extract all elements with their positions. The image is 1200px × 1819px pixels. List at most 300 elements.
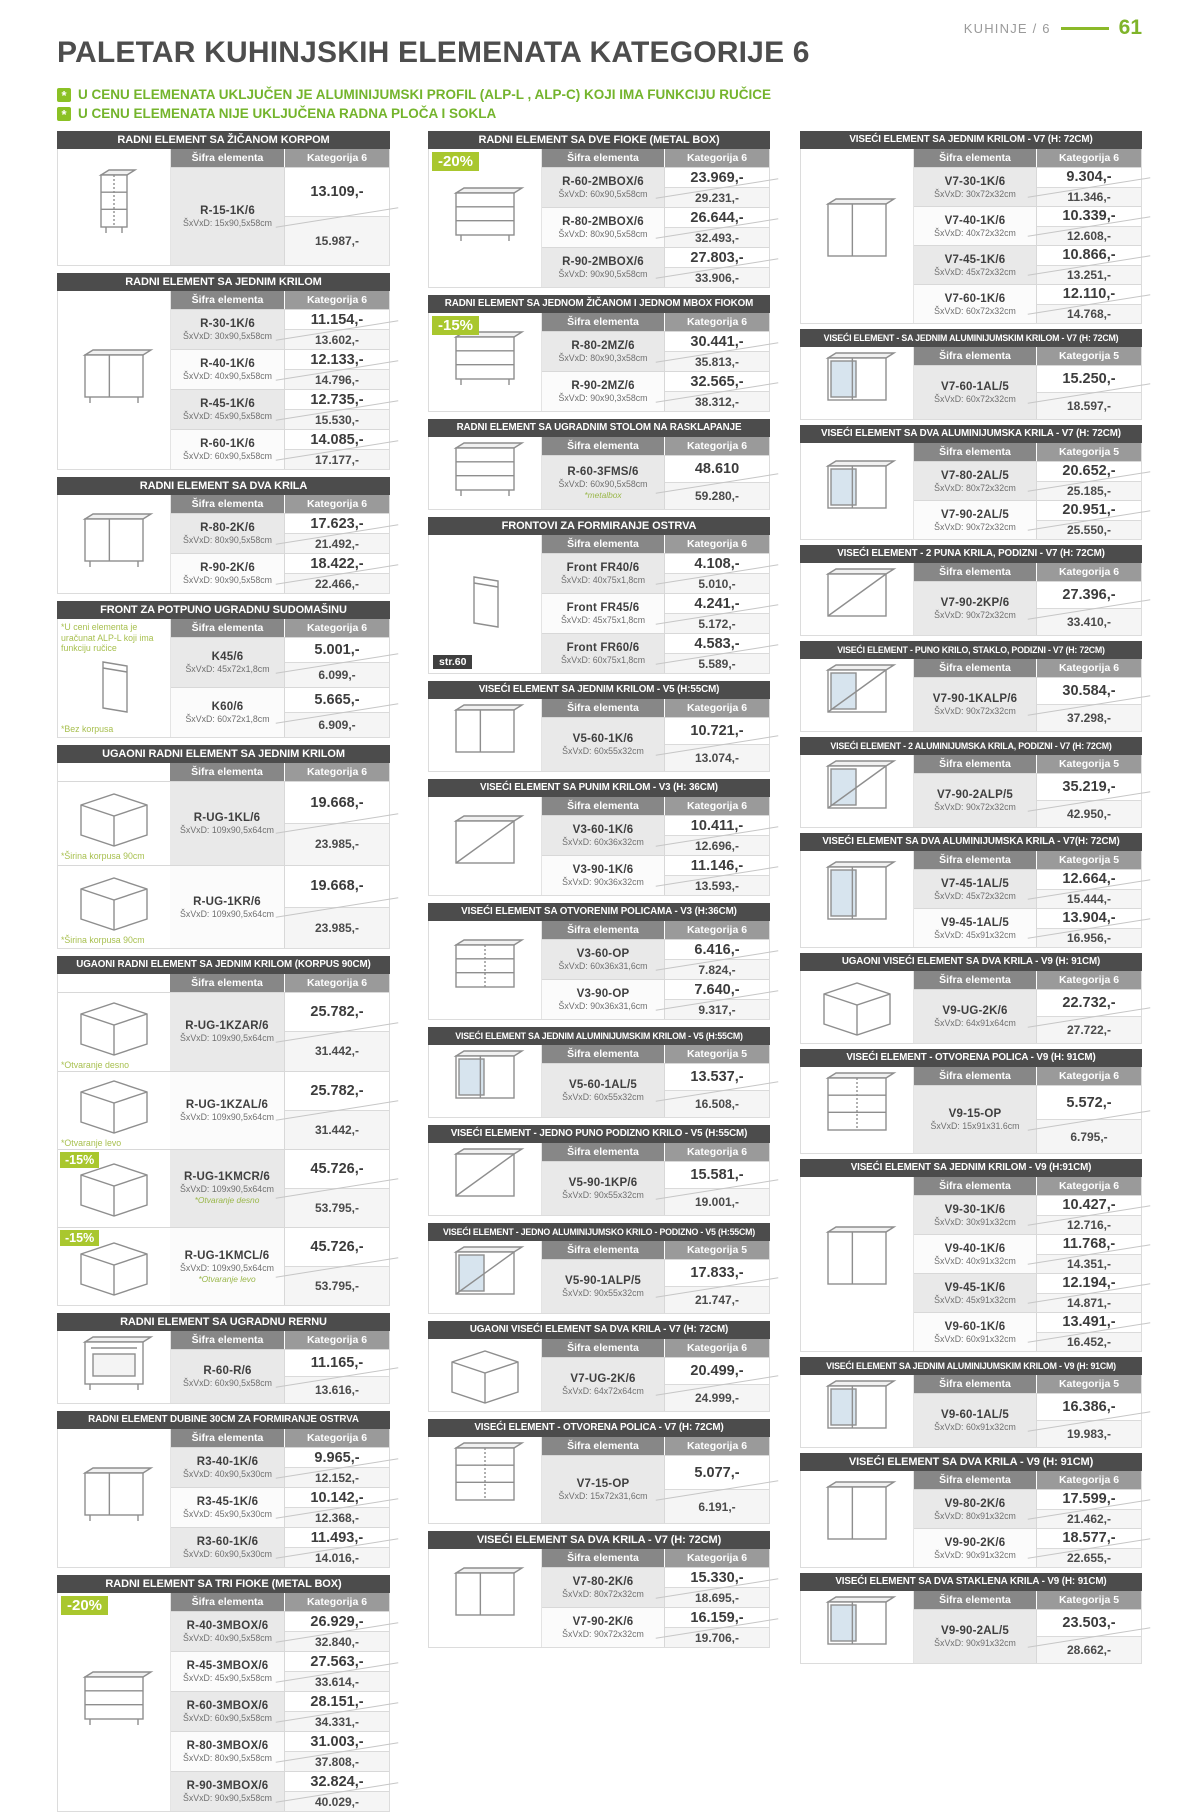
product-code-cell: [542, 594, 664, 633]
column-headers: [914, 851, 1141, 869]
product-drawing: [442, 1146, 528, 1212]
product-row: [914, 1393, 1141, 1447]
product-code-cell: [170, 1228, 284, 1305]
code-column-header: Šifra elementa: [542, 535, 664, 553]
price-cell: [664, 1456, 769, 1523]
product-code: V3-60-OP: [576, 948, 630, 960]
table-body: [57, 763, 390, 949]
current-price: 4.108,-: [665, 554, 769, 573]
column-headers: [542, 1549, 769, 1567]
page-title: PALETAR KUHINJSKIH ELEMENATA KATEGORIJE 6: [57, 36, 810, 69]
product-drawing: [71, 994, 157, 1060]
current-price: 13.109,-: [285, 168, 389, 216]
old-price: 21.747,-: [665, 1286, 769, 1313]
rows-area: [541, 1241, 769, 1313]
product-drawing: [814, 566, 900, 632]
price-cell: [284, 638, 389, 687]
old-price: 13.616,-: [285, 1376, 389, 1403]
product-dimensions: ŠxVxD: 60x72x32cm: [934, 305, 1016, 316]
old-price: 35.813,-: [665, 351, 769, 371]
corner-base-cabinet-carousel-illustration: [58, 1228, 170, 1305]
discount-badge: -20%: [61, 1596, 108, 1615]
category-column-header: Kategorija 6: [284, 1429, 389, 1447]
column-headers: [542, 149, 769, 167]
product-drawing: [442, 1048, 528, 1114]
old-price: 12.716,-: [1037, 1215, 1141, 1235]
price-cell: [284, 1732, 389, 1771]
rows-area: [913, 1375, 1141, 1447]
current-price: 9.965,-: [285, 1448, 389, 1467]
product-dimensions: ŠxVxD: 60x36x32cm: [562, 837, 644, 847]
column-headers: [542, 1241, 769, 1259]
product-code: V7-80-2K/6: [572, 1576, 634, 1588]
price-cell: [664, 372, 769, 411]
product-drawing: [442, 1440, 528, 1520]
price-cell: [284, 1448, 389, 1487]
column-headers: [171, 619, 389, 637]
note-text: U CENU ELEMENATA NIJE UKLJUČENA RADNA PLOČA I SOKLA: [78, 106, 497, 121]
column-headers: [171, 1593, 389, 1611]
column-headers: [914, 1067, 1141, 1085]
product-code: R-90-2K/6: [200, 562, 255, 574]
product-dimensions: ŠxVxD: 90x90,3x58cm: [558, 393, 648, 403]
product-row: [542, 455, 769, 509]
product-row: [542, 207, 769, 247]
corner-base-cabinet-carousel-illustration: [58, 993, 170, 1070]
product-row: [542, 331, 769, 371]
table-title: RADNI ELEMENT DUBINE 30CM ZA FORMIRANJE OSTRVA: [57, 1411, 390, 1429]
current-price: 17.833,-: [665, 1260, 769, 1286]
code-column-header: Šifra elementa: [542, 699, 664, 717]
wall-open-shelf-tall-illustration: [429, 1437, 541, 1523]
product-dimensions: ŠxVxD: 15x72x31,6cm: [558, 1491, 648, 1501]
product-code-cell: [914, 366, 1036, 419]
product-code-cell: [914, 285, 1036, 323]
product-code: R-30-1K/6: [200, 318, 255, 330]
column-headers: [171, 495, 389, 513]
old-price: 18.695,-: [665, 1587, 769, 1607]
code-column-header: Šifra elementa: [914, 1471, 1036, 1489]
product-row: [171, 389, 389, 429]
three-drawer-base-cabinet-illustration: [58, 1593, 170, 1811]
column-headers: [914, 563, 1141, 581]
table-title: VISEĆI ELEMENT SA OTVORENIM POLICAMA - V3 (H:36CM): [428, 903, 770, 921]
product-code-cell: [914, 909, 1036, 947]
code-column-header: Šifra elementa: [542, 437, 664, 455]
product-code: R-UG-1KZAR/6: [185, 1020, 269, 1033]
rows-area: [541, 149, 769, 287]
product-code-cell: [914, 1274, 1036, 1312]
old-price: 22.466,-: [285, 573, 389, 593]
price-cell: [284, 1488, 389, 1527]
product-code: V7-90-2K/6: [572, 1616, 634, 1628]
product-code-cell: [914, 1610, 1036, 1663]
current-price: 20.652,-: [1037, 462, 1141, 481]
product-table: [57, 1575, 390, 1812]
current-price: 11.146,-: [665, 856, 769, 875]
product-code-cell: [171, 1528, 284, 1567]
column-headers: [542, 1143, 769, 1161]
image-note: *Otvaranje levo: [61, 1137, 122, 1148]
current-price: 10.142,-: [285, 1488, 389, 1507]
current-price: 4.583,-: [665, 634, 769, 653]
product-drawing: [71, 785, 157, 851]
product-dimensions: ŠxVxD: 60x91x32cm: [934, 1333, 1016, 1344]
image-note: *Otvaranje desno: [61, 1059, 129, 1070]
product-code-cell: [914, 774, 1036, 827]
table-body: [57, 291, 390, 470]
price-cell: [284, 310, 389, 349]
column-headers: [58, 763, 389, 781]
category-column-header: Kategorija 6: [284, 1331, 389, 1349]
column-headers: [914, 755, 1141, 773]
product-code: R-60-R/6: [203, 1365, 252, 1378]
product-table: [800, 329, 1142, 420]
rows-area: [170, 291, 389, 469]
current-price: 10.866,-: [1037, 246, 1141, 265]
category-column-header: Kategorija 6: [284, 619, 389, 637]
product-dimensions: ŠxVxD: 109x90,5x64cm: [180, 824, 274, 835]
product-code: R-45-3MBOX/6: [186, 1660, 269, 1673]
current-price: 10.411,-: [665, 816, 769, 835]
old-price: 11.346,-: [1037, 187, 1141, 207]
island-base-cabinet-illustration: [58, 1429, 170, 1567]
table-title: FRONTOVI ZA FORMIRANJE OSTRVA: [428, 517, 770, 535]
price-cell: [1036, 1394, 1141, 1447]
product-table: [428, 1027, 770, 1118]
old-price: 21.492,-: [285, 533, 389, 553]
table-title: VISEĆI ELEMENT SA PUNIM KRILOM - V3 (H: 36CM): [428, 779, 770, 797]
price-cell: [284, 1150, 389, 1227]
old-price: 12.368,-: [285, 1507, 389, 1527]
table-title: RADNI ELEMENT SA JEDNIM KRILOM: [57, 273, 390, 291]
product-code: R-15-1K/6: [200, 205, 255, 217]
note-text: U CENU ELEMENATA UKLJUČEN JE ALUMINIJUMSKI PROFIL (ALP-L , ALP-C) KOJI IMA FUNKCIJU RUČICE: [78, 87, 772, 102]
old-price: 14.016,-: [285, 1547, 389, 1567]
product-row: [542, 717, 769, 771]
corner-base-cabinet-carousel-illustration: [58, 1072, 170, 1149]
price-cell: [664, 456, 769, 509]
product-table: [57, 745, 390, 949]
product-dimensions: ŠxVxD: 45x90,5x58cm: [183, 411, 272, 421]
product-code: R-60-3FMS/6: [567, 465, 639, 478]
current-price: 11.154,-: [285, 310, 389, 329]
price-cell: [1036, 678, 1141, 731]
category-column-header: Kategorija 5: [664, 1045, 769, 1063]
product-code: V7-UG-2K/6: [570, 1373, 636, 1385]
table-body: [57, 1331, 390, 1404]
old-price: 5.010,-: [665, 573, 769, 593]
table-title: UGAONI RADNI ELEMENT SA JEDNIM KRILOM (KORPUS 90CM): [57, 956, 390, 974]
table-title: RADNI ELEMENT SA ŽIČANOM KORPOM: [57, 131, 390, 149]
product-dimensions: ŠxVxD: 45x90,5x30cm: [183, 1509, 272, 1520]
product-code: V7-60-1K/6: [944, 292, 1006, 305]
product-code: V3-60-1K/6: [572, 824, 634, 836]
price-cell: [1036, 870, 1141, 908]
price-cell: [1036, 1235, 1141, 1273]
product-drawing: [442, 1342, 528, 1408]
table-title: VISEĆI ELEMENT - JEDNO PUNO PODIZNO KRILO - V5 (H:55CM): [428, 1125, 770, 1143]
product-row: [914, 284, 1141, 323]
product-code-cell: [914, 1529, 1036, 1567]
product-row: [171, 1447, 389, 1487]
product-row: [914, 581, 1141, 635]
dishwasher-front-panel-illustration: [58, 619, 170, 737]
product-code: R-UG-1KMCR/6: [183, 1171, 271, 1184]
price-cell: [664, 248, 769, 287]
product-code: R-80-3MBOX/6: [186, 1740, 269, 1753]
product-drawing: [71, 347, 157, 413]
price-cell: [664, 168, 769, 207]
page-number: 61: [1118, 16, 1142, 39]
table-body: [57, 495, 390, 594]
table-title: VISEĆI ELEMENT SA DVA ALUMINIJUMSKA KRILA - V7(H: 72CM): [800, 833, 1142, 851]
rows-area: [913, 851, 1141, 947]
table-title: UGAONI VISEĆI ELEMENT SA DVA KRILA - V9 (H: 91CM): [800, 953, 1142, 971]
table-title: VISEĆI ELEMENT - PUNO KRILO, STAKLO, PODIZNI - V7 (H: 72CM): [800, 641, 1142, 659]
table-title: VISEĆI ELEMENT - 2 PUNA KRILA, PODIZNI - V7 (H: 72CM): [800, 545, 1142, 563]
table-body: [800, 1177, 1142, 1352]
price-cell: [284, 168, 389, 265]
current-price: 7.640,-: [665, 980, 769, 999]
product-drawing: [71, 1669, 157, 1735]
old-price: 42.950,-: [1037, 800, 1141, 827]
current-price: 16.386,-: [1037, 1394, 1141, 1420]
product-code: R-60-1K/6: [200, 438, 255, 450]
table-title: VISEĆI ELEMENT SA JEDNIM ALUMINIJUMSKIM KRILOM - V9 (H: 91CM): [800, 1357, 1142, 1375]
product-code: V5-60-1AL/5: [568, 1079, 638, 1091]
rows-area: [541, 921, 769, 1019]
rows-area: [913, 563, 1141, 635]
product-row: [542, 553, 769, 593]
wall-cabinet-one-door-illustration: [429, 699, 541, 771]
product-dimensions: ŠxVxD: 90x55x32cm: [562, 1288, 644, 1298]
product-code: R3-45-1K/6: [196, 1496, 259, 1509]
product-table: [57, 956, 390, 1306]
old-price: 23.985,-: [285, 907, 389, 949]
product-drawing: [814, 458, 900, 524]
product-code-cell: [542, 332, 664, 371]
product-code-cell: [171, 1732, 284, 1771]
product-dimensions: ŠxVxD: 60x55x32cm: [562, 746, 644, 756]
product-row: [914, 773, 1141, 827]
wall-cabinet-lift-door-illustration: [429, 1143, 541, 1215]
code-column-header: Šifra elementa: [171, 495, 284, 513]
category-column-header: Kategorija 5: [664, 1241, 769, 1259]
price-cell: [664, 816, 769, 855]
wall-cabinet-flip-door-illustration: [429, 797, 541, 895]
table-title: RADNI ELEMENT SA TRI FIOKE (METAL BOX): [57, 1575, 390, 1593]
product-row: [914, 869, 1141, 908]
current-price: 11.165,-: [285, 1350, 389, 1376]
product-dimensions: ŠxVxD: 90x72x32cm: [934, 706, 1016, 716]
product-row: [58, 865, 389, 949]
product-code-cell: [914, 501, 1036, 539]
product-code: V9-40-1K/6: [944, 1242, 1006, 1255]
product-dimensions: ŠxVxD: 64x72x64cm: [562, 1386, 644, 1396]
product-drawing: [814, 1594, 900, 1660]
product-code: R-90-3MBOX/6: [186, 1780, 269, 1793]
old-price: 14.351,-: [1037, 1254, 1141, 1274]
product-dimensions: ŠxVxD: 90x90,5x58cm: [183, 1793, 272, 1804]
old-price: 40.029,-: [285, 1791, 389, 1811]
rows-area: [541, 1339, 769, 1411]
old-price: 14.796,-: [285, 369, 389, 389]
price-cell: [664, 1260, 769, 1313]
current-price: 25.782,-: [285, 1072, 389, 1110]
product-dimensions: ŠxVxD: 15x90,5x58cm: [183, 218, 272, 228]
code-column-header: Šifra elementa: [914, 1375, 1036, 1393]
price-cell: [284, 514, 389, 553]
corner-wall-cabinet-illustration: [429, 1339, 541, 1411]
current-price: 4.241,-: [665, 594, 769, 613]
image-note: *Širina korpusa 90cm: [61, 851, 145, 862]
header-rule: [1061, 27, 1109, 30]
current-price: 27.396,-: [1037, 582, 1141, 608]
code-column-header: Šifra elementa: [542, 797, 664, 815]
product-dimensions: ŠxVxD: 90x90,5x58cm: [183, 575, 272, 585]
category-column-header: Kategorija 6: [664, 921, 769, 939]
product-code-cell: [170, 1072, 284, 1149]
product-row: [58, 992, 389, 1070]
product-code: R-90-2MBOX/6: [562, 256, 644, 268]
product-dimensions: ŠxVxD: 80x90,5x58cm: [183, 535, 272, 545]
product-drawing: [71, 869, 157, 935]
table-body: [428, 1045, 770, 1118]
category-column-header: Kategorija 6: [664, 535, 769, 553]
category-column-header: Kategorija 5: [1036, 443, 1141, 461]
price-cell: [664, 1162, 769, 1215]
old-price: 15.987,-: [285, 216, 389, 265]
product-row: [171, 1527, 389, 1567]
header-spacer: [58, 974, 170, 992]
product-code-cell: [542, 168, 664, 207]
price-cell: [284, 390, 389, 429]
current-price: 5.665,-: [285, 688, 389, 712]
current-price: 27.563,-: [285, 1652, 389, 1671]
product-code: V7-30-1K/6: [944, 175, 1006, 188]
product-row: [542, 1357, 769, 1411]
table-body: [428, 1241, 770, 1314]
product-drawing: [442, 702, 528, 768]
product-code: V7-40-1K/6: [944, 214, 1006, 227]
current-price: 25.782,-: [285, 993, 389, 1031]
product-row: [914, 989, 1141, 1043]
product-code: V3-90-OP: [576, 988, 630, 1000]
product-table: [800, 545, 1142, 636]
product-row: [542, 815, 769, 855]
table-body: [428, 797, 770, 896]
product-dimensions: ŠxVxD: 90x36x32cm: [562, 877, 644, 887]
product-code-cell: [542, 372, 664, 411]
product-table: [428, 419, 770, 510]
old-price: 6.909,-: [285, 712, 389, 737]
product-code-cell: [171, 430, 284, 469]
fold-out-table-base-cabinet-illustration: [429, 437, 541, 509]
current-price: 13.491,-: [1037, 1313, 1141, 1332]
product-code: V9-45-1K/6: [944, 1281, 1006, 1294]
code-column-header: Šifra elementa: [914, 443, 1036, 461]
product-row: [914, 908, 1141, 947]
old-price: 6.795,-: [1037, 1119, 1141, 1153]
product-row: [171, 349, 389, 389]
rows-area: [541, 699, 769, 771]
table-title: VISEĆI ELEMENT - 2 ALUMINIJUMSKA KRILA, PODIZNI - V7 (H: 72CM): [800, 737, 1142, 755]
product-row: [542, 979, 769, 1019]
product-drawing: [442, 813, 528, 879]
table-title: VISEĆI ELEMENT SA JEDNIM KRILOM - V5 (H:55CM): [428, 681, 770, 699]
column-headers: [542, 797, 769, 815]
page-header: [964, 16, 1142, 40]
table-body: [800, 1375, 1142, 1448]
product-code-cell: [171, 1350, 284, 1403]
product-table: [428, 131, 770, 288]
product-dimensions: ŠxVxD: 64x91x64cm: [934, 1018, 1016, 1028]
price-cell: [664, 1064, 769, 1117]
product-code-cell: [170, 782, 284, 865]
column-headers: [542, 437, 769, 455]
old-price: 13.593,-: [665, 875, 769, 895]
product-dimensions: ŠxVxD: 80x90,5x58cm: [558, 229, 648, 239]
table-body: [428, 1437, 770, 1524]
product-table: [800, 737, 1142, 828]
product-code-cell: [914, 990, 1036, 1043]
product-dimensions: ŠxVxD: 40x75x1,8cm: [560, 575, 646, 585]
table-body: [800, 1591, 1142, 1664]
product-row: [58, 781, 389, 865]
code-column-header: Šifra elementa: [542, 1045, 664, 1063]
product-drawing: [71, 511, 157, 577]
product-drawing: [814, 662, 900, 728]
wall-cabinet-two-doors-illustration: [429, 1549, 541, 1647]
product-drawing: [442, 329, 528, 395]
product-code: R-40-1K/6: [200, 358, 255, 370]
product-code-cell: [171, 350, 284, 389]
product-code: R-90-2MZ/6: [571, 380, 635, 392]
product-code: V9-45-1AL/5: [940, 916, 1010, 929]
product-dimensions: ŠxVxD: 90x36x31,6cm: [558, 1001, 648, 1011]
current-price: 11.768,-: [1037, 1235, 1141, 1254]
category-column-header: Kategorija 6: [284, 1593, 389, 1611]
product-row: [914, 1609, 1141, 1663]
old-price: 15.444,-: [1037, 889, 1141, 909]
current-price: 15.330,-: [665, 1568, 769, 1587]
rows-area: [541, 1437, 769, 1523]
product-code-cell: [171, 1612, 284, 1651]
column-headers: [914, 149, 1141, 167]
code-column-header: Šifra elementa: [914, 851, 1036, 869]
code-column-header: Šifra elementa: [171, 149, 284, 167]
product-code-cell: [171, 310, 284, 349]
current-price: 20.499,-: [665, 1358, 769, 1384]
price-cell: [664, 634, 769, 673]
price-cell: [284, 554, 389, 593]
old-price: 19.001,-: [665, 1188, 769, 1215]
product-drawing: [442, 1244, 528, 1310]
code-column-header: Šifra elementa: [914, 563, 1036, 581]
product-row: [542, 1567, 769, 1607]
note-line: [57, 87, 771, 102]
table-body: [800, 1067, 1142, 1154]
category-column-header: Kategorija 5: [1036, 347, 1141, 365]
old-price: 27.722,-: [1037, 1016, 1141, 1043]
note-line: [57, 106, 771, 121]
price-cell: [1036, 168, 1141, 206]
old-price: 12.152,-: [285, 1467, 389, 1487]
current-price: 10.427,-: [1037, 1196, 1141, 1215]
product-table: [428, 779, 770, 896]
table-title: VISEĆI ELEMENT SA DVA STAKLENA KRILA - V9 (H: 91CM): [800, 1573, 1142, 1591]
